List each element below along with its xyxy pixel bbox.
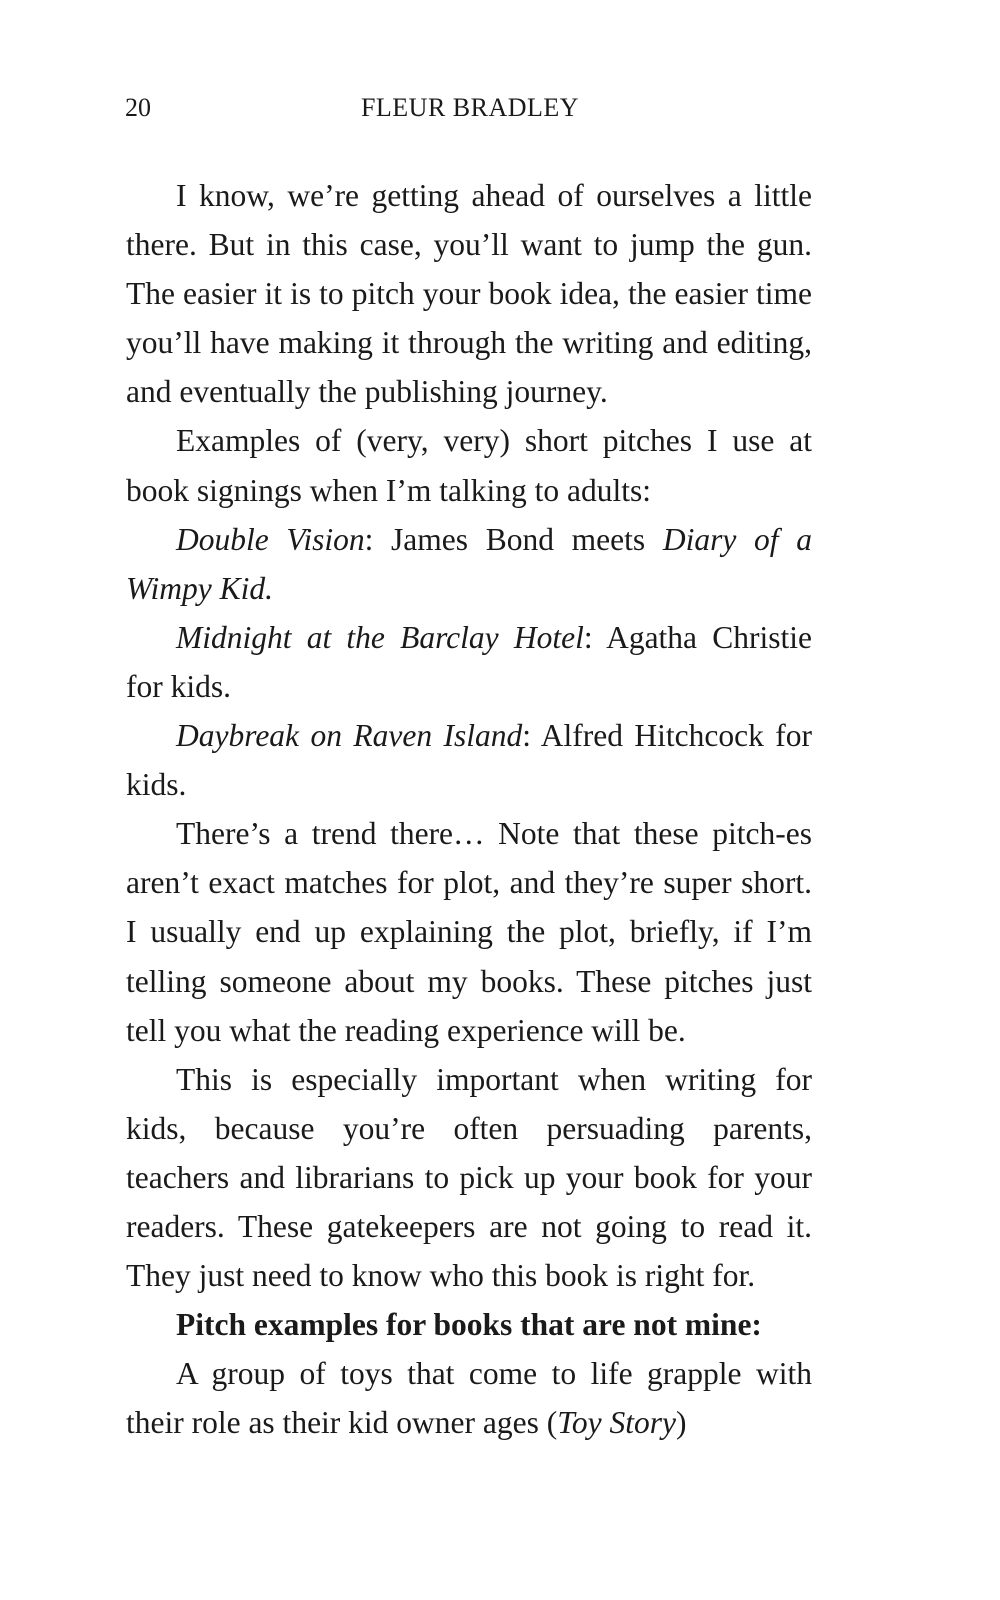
page-header [125,88,815,128]
pitch-example [126,1349,812,1447]
paragraph: I know, we’re getting ahead of ourselves a little there. But in this case, you’ll want to jump the gun. The easier it is to pitch your book idea, the easier time you’ll have making it through the writing and editing, and eventually the publishing journey. [126,178,812,410]
pitch-example [126,613,812,711]
book-title: Diary of a Wimpy Kid. [126,521,812,606]
book-title: Daybreak on Raven Island [176,718,523,754]
pitch-example [126,711,812,809]
subheading: Pitch examples for books that are not mine: [176,1307,762,1343]
pitch-text: : Alfred Hitchcock for kids. [126,718,812,803]
running-head: FLEUR BRADLEY [360,93,580,122]
book-title: Double Vision [176,521,365,557]
paragraph: There’s a trend there… Note that these pitch-es aren’t exact matches for plot, and they’re super short. I usually end up explaining the plot, briefly, if I’m telling someone about my books. These pitches just tell you what the reading experience will be. [126,816,812,1048]
body-text [126,171,812,1447]
pitch-text: A group of toys that come to life grapple with their role as their kid owner ages ( [126,1356,812,1441]
pitch-text: ) [675,1405,687,1441]
paragraph: This is especially important when writing for kids, because you’re often persuading parents, teachers and librarians to pick up your book for your readers. These gatekeepers are not going to read it. They just need to know who this book is right for. [126,1061,812,1294]
pitch-text: : James Bond meets [364,521,663,557]
book-title: Midnight at the Barclay Hotel [176,619,584,655]
page-number: 20 [125,93,151,122]
pitch-text: : Agatha Christie for kids. [126,619,812,704]
pitch-example [126,515,812,613]
paragraph: Examples of (very, very) short pitches I use at book signings when I’m talking to adults: [126,423,812,508]
book-title: Toy Story [557,1405,676,1441]
